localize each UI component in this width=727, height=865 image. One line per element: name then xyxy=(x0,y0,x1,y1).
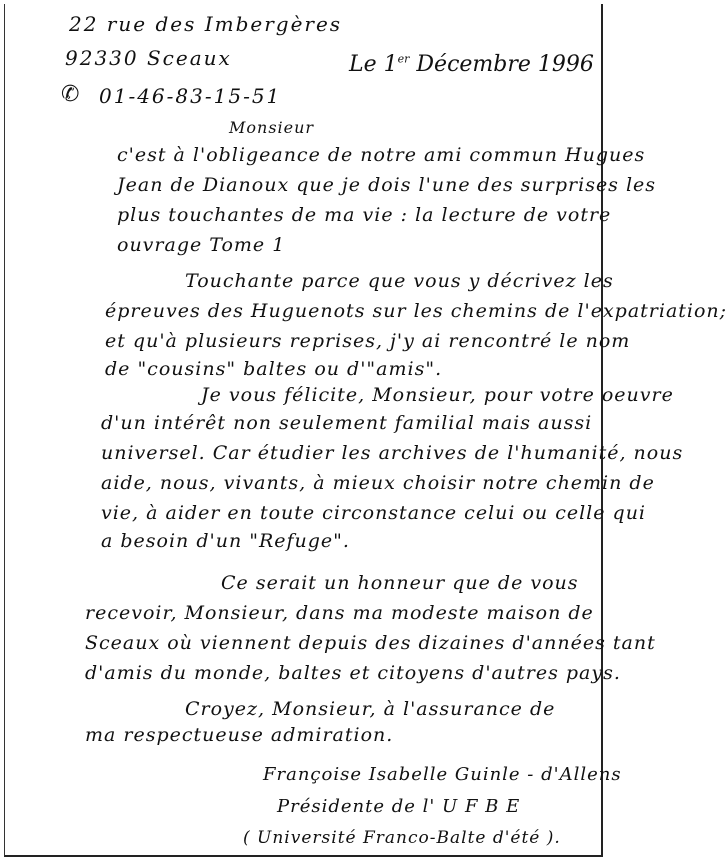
body-line: Sceaux où viennent depuis des dizaines d'années tant xyxy=(85,632,656,654)
date-day: Le 1 xyxy=(349,52,398,77)
letter-date xyxy=(349,52,594,77)
address-city: 92330 Sceaux xyxy=(65,46,232,70)
body-line: recevoir, Monsieur, dans ma modeste maison de xyxy=(85,602,594,624)
body-line: de "cousins" baltes ou d'"amis". xyxy=(105,358,443,380)
body-line: Ce serait un honneur que de vous xyxy=(221,572,579,594)
salutation: Monsieur xyxy=(229,118,315,137)
date-month-year: Décembre 1996 xyxy=(416,52,594,77)
body-line: Jean de Dianoux que je dois l'une des surprises les xyxy=(117,174,657,196)
body-line: d'amis du monde, baltes et citoyens d'autres pays. xyxy=(85,662,621,684)
signature-name: Françoise Isabelle Guinle - d'Allens xyxy=(263,764,622,785)
body-line: d'un intérêt non seulement familial mais aussi xyxy=(101,412,593,434)
body-line: épreuves des Huguenots sur les chemins de l'expatriation; xyxy=(105,300,727,322)
signature-title: Présidente de l' U F B E xyxy=(277,796,521,817)
body-line: plus touchantes de ma vie : la lecture de votre xyxy=(117,204,612,226)
closing-line: ma respectueuse admiration. xyxy=(85,724,394,746)
body-line: universel. Car étudier les archives de l'humanité, nous xyxy=(101,442,684,464)
body-line: et qu'à plusieurs reprises, j'y ai rencontré le nom xyxy=(105,330,631,352)
letter-page xyxy=(4,4,727,857)
signature-organization: ( Université Franco-Balte d'été ). xyxy=(243,828,561,848)
body-line: ouvrage Tome 1 xyxy=(117,234,286,256)
body-line: Touchante parce que vous y décrivez les xyxy=(185,270,614,292)
phone-number: 01-46-83-15-51 xyxy=(99,84,282,108)
closing-line: Croyez, Monsieur, à l'assurance de xyxy=(185,698,556,720)
address-street: 22 rue des Imbergères xyxy=(69,12,343,36)
body-line: vie, à aider en toute circonstance celui ou celle qui xyxy=(101,502,647,524)
body-line: a besoin d'un "Refuge". xyxy=(101,530,350,552)
body-line: c'est à l'obligeance de notre ami commun Hugues xyxy=(117,144,646,166)
body-line: Je vous félicite, Monsieur, pour votre oeuvre xyxy=(201,384,674,406)
body-line: aide, nous, vivants, à mieux choisir notre chemin de xyxy=(101,472,655,494)
phone-icon: ✆ xyxy=(61,82,80,107)
date-ordinal: er xyxy=(397,52,410,66)
